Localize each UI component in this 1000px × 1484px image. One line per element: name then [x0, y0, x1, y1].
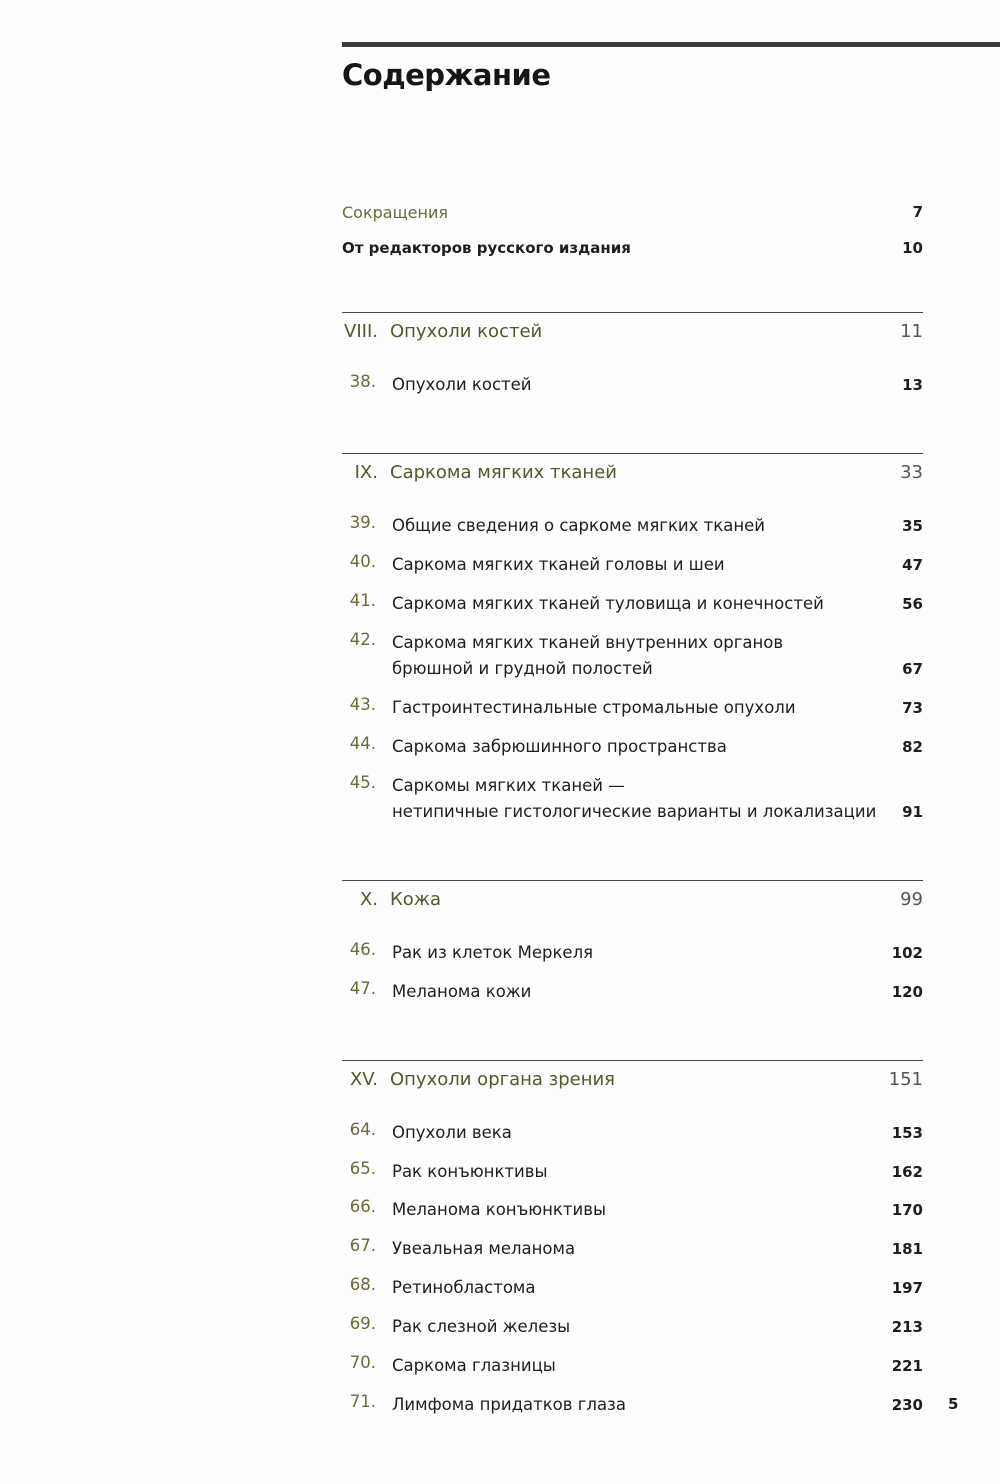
chapter-title: Ретинобластома [392, 1278, 536, 1297]
toc-chapter[interactable] [342, 1392, 923, 1418]
toc-chapter[interactable] [342, 372, 923, 398]
toc-chapter[interactable] [342, 1236, 923, 1262]
toc-chapter[interactable] [342, 979, 923, 1005]
chapter-number: 38. [349, 372, 376, 391]
section-title: Опухоли костей [390, 321, 543, 342]
chapter-number: 46. [349, 940, 376, 959]
chapter-title: Меланома конъюнктивы [392, 1200, 606, 1219]
chapter-title: Опухоли костей [392, 375, 532, 394]
toc-chapter[interactable] [342, 630, 923, 682]
toc-chapter[interactable] [342, 940, 923, 966]
toc-chapter[interactable] [342, 513, 923, 539]
chapter-title: Меланома кожи [392, 982, 532, 1001]
toc-chapter[interactable] [342, 734, 923, 760]
chapter-number: 66. [349, 1197, 376, 1216]
chapter-number: 45. [349, 773, 376, 792]
toc-entry-page: 7 [912, 203, 923, 221]
chapter-title: Лимфома придатков глаза [392, 1395, 626, 1414]
chapter-page: 230 [891, 1396, 923, 1414]
chapter-page: 162 [891, 1163, 923, 1181]
page-number: 5 [948, 1395, 959, 1413]
page-title: Содержание [342, 58, 551, 92]
section-title: Опухоли органа зрения [390, 1069, 615, 1090]
chapter-number: 41. [349, 591, 376, 610]
toc-chapter[interactable] [342, 1353, 923, 1379]
chapter-title: Опухоли века [392, 1123, 512, 1142]
section-page: 33 [900, 462, 923, 483]
chapter-number: 65. [349, 1159, 376, 1178]
chapter-title: Саркома забрюшинного пространства [392, 737, 727, 756]
chapter-number: 71. [349, 1392, 376, 1411]
chapter-page: 181 [891, 1240, 923, 1258]
section-number: X. [359, 889, 378, 910]
chapter-page: 170 [891, 1201, 923, 1219]
chapter-page: 120 [891, 983, 923, 1001]
toc-chapter[interactable] [342, 1120, 923, 1146]
chapter-number: 69. [349, 1314, 376, 1333]
toc-chapter[interactable] [342, 1314, 923, 1340]
chapter-title: Рак из клеток Меркеля [392, 943, 594, 962]
section-number: XV. [349, 1069, 378, 1090]
toc-chapter[interactable] [342, 1197, 923, 1223]
toc-entry-label: Сокращения [342, 203, 448, 222]
chapter-page: 56 [902, 595, 923, 613]
toc-section[interactable] [342, 462, 923, 488]
toc-entry-page: 10 [902, 239, 923, 257]
chapter-page: 35 [902, 517, 923, 535]
section-title: Кожа [390, 889, 442, 910]
chapter-number: 44. [349, 734, 376, 753]
chapter-number: 67. [349, 1236, 376, 1255]
chapter-number: 70. [349, 1353, 376, 1372]
chapter-title-line-2: нетипичные гистологические варианты и локализации [392, 802, 877, 821]
chapter-number: 43. [349, 695, 376, 714]
toc-chapter[interactable] [342, 695, 923, 721]
toc-entry-editors-foreword[interactable] [342, 239, 923, 261]
section-title: Саркома мягких тканей [390, 462, 617, 483]
top-rule [342, 42, 1000, 47]
chapter-number: 39. [349, 513, 376, 532]
chapter-page: 13 [902, 376, 923, 394]
chapter-title: Саркома глазницы [392, 1356, 556, 1375]
chapter-number: 64. [349, 1120, 376, 1139]
section-page: 11 [900, 321, 923, 342]
chapter-title: Саркома мягких тканей туловища и конечностей [392, 594, 824, 613]
section-number: VIII. [344, 321, 378, 342]
section-page: 99 [900, 889, 923, 910]
section-rule [342, 1060, 923, 1061]
section-rule [342, 312, 923, 313]
chapter-page: 47 [902, 556, 923, 574]
chapter-title: Рак слезной железы [392, 1317, 571, 1336]
chapter-page: 213 [891, 1318, 923, 1336]
chapter-page: 91 [902, 803, 923, 821]
toc-chapter[interactable] [342, 1159, 923, 1185]
section-page: 151 [888, 1069, 923, 1090]
chapter-page: 73 [902, 699, 923, 717]
chapter-title: Рак конъюнктивы [392, 1162, 548, 1181]
toc-chapter[interactable] [342, 591, 923, 617]
toc-section[interactable] [342, 889, 923, 915]
chapter-page: 221 [891, 1357, 923, 1375]
toc-section[interactable] [342, 1069, 923, 1095]
toc-section[interactable] [342, 321, 923, 347]
chapter-number: 47. [349, 979, 376, 998]
toc-entry-label: От редакторов русского издания [342, 239, 631, 257]
section-rule [342, 453, 923, 454]
section-number: IX. [354, 462, 378, 483]
chapter-title-line-1: Саркома мягких тканей внутренних органов [392, 633, 784, 652]
chapter-page: 102 [891, 944, 923, 962]
chapter-title: Саркома мягких тканей головы и шеи [392, 555, 725, 574]
toc-chapter[interactable] [342, 552, 923, 578]
toc-chapter[interactable] [342, 1275, 923, 1301]
toc-entry-abbreviations[interactable] [342, 203, 923, 225]
section-rule [342, 880, 923, 881]
chapter-number: 68. [349, 1275, 376, 1294]
toc-chapter[interactable] [342, 773, 923, 825]
chapter-page: 67 [902, 660, 923, 678]
chapter-title: Увеальная меланома [392, 1239, 576, 1258]
chapter-title-line-1: Саркомы мягких тканей — [392, 776, 625, 795]
chapter-number: 40. [349, 552, 376, 571]
chapter-page: 153 [891, 1124, 923, 1142]
chapter-title-line-2: брюшной и грудной полостей [392, 659, 653, 678]
chapter-title: Гастроинтестинальные стромальные опухоли [392, 698, 796, 717]
chapter-page: 82 [902, 738, 923, 756]
chapter-number: 42. [349, 630, 376, 649]
chapter-title: Общие сведения о саркоме мягких тканей [392, 516, 766, 535]
chapter-page: 197 [891, 1279, 923, 1297]
